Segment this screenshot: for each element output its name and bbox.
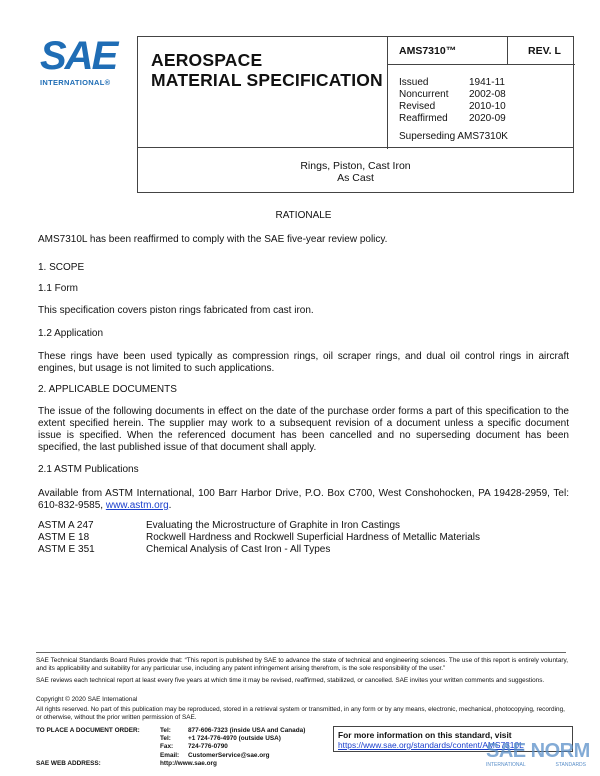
date-list [399, 77, 506, 125]
order-contacts: TO PLACE A DOCUMENT ORDER: Tel: 877-606-7323 (inside USA and Canada) Tel: +1 724-776-4970 (outside USA) Fax: 724-776-0790 Email: CustomerService@sae.org [36, 727, 306, 759]
section-1-1-heading: 1.1 Form [38, 283, 79, 294]
doc-number: AMS7310™ [388, 37, 508, 65]
email-link[interactable]: CustomerService@sae.org [188, 751, 270, 759]
revision: REV. L [508, 37, 575, 65]
logo-text: SAE [40, 34, 117, 78]
footer-copyright: Copyright © 2020 SAE International [36, 696, 138, 703]
footer-rights: All rights reserved. No part of this publication may be reproduced, stored in a retrieval system or transmitted, in any form or by any means, electronic, mechanical, photocopying, recording, or otherwise, without the prior written permission of SAE. [36, 706, 565, 721]
subject-line-1: Rings, Piston, Cast Iron [300, 160, 411, 172]
web-link[interactable]: http://www.sae.org [160, 760, 217, 767]
date-row: Noncurrent 2002-08 [399, 89, 506, 100]
watermark-stamp: SAE NORM INTERNATIONAL STANDARDS [486, 740, 590, 768]
section-1-heading: 1. SCOPE [38, 262, 85, 273]
footer-rules: SAE Technical Standards Board Rules provide that: “This report is published by SAE to advance the state of technical and engineering sciences. The use of this report is entirely voluntary, and its applicability and suitability for any particular use, including any patent infringement arising therefrom, is the sole responsibility of the user.” [36, 657, 568, 672]
title-line-2: MATERIAL SPECIFICATION [151, 70, 383, 90]
title-line-1: AEROSPACE [151, 50, 263, 70]
date-row: Issued 1941-11 [399, 77, 505, 88]
reference-row: ASTM E 18 Rockwell Hardness and Rockwell Superficial Hardness of Metallic Materials [38, 532, 481, 543]
section-2-1-heading: 2.1 ASTM Publications [38, 464, 139, 475]
section-2-1-text: Available from ASTM International, 100 Barr Harbor Drive, P.O. Box C700, West Conshohocken, PA 19428-2959, Tel: 610-832-9585, www.astm.org. [38, 488, 569, 511]
logo-subtext: INTERNATIONAL® [40, 78, 111, 87]
astm-link[interactable]: www.astm.org [105, 500, 169, 511]
footer-review: SAE reviews each technical report at least every five years at which time it may be revised, reaffirmed, stabilized, or cancelled. SAE invites your written comments and suggestions. [36, 677, 545, 684]
section-2-text: The issue of the following documents in effect on the date of the purchase order forms a part of this specification to the extent specified herein. The supplier may work to a subsequent revision of a document unless a specific document issue is specified. When the referenced document has been cancelled and no superseding document has been specified, the last published issue of that document shall apply. [38, 406, 569, 453]
reference-list [38, 520, 480, 556]
section-1-1-text: This specification covers piston rings fabricated from cast iron. [38, 305, 314, 316]
date-row: Revised 2010-10 [399, 101, 506, 112]
section-2-heading: 2. APPLICABLE DOCUMENTS [38, 384, 177, 395]
web-address: SAE WEB ADDRESS: http://www.sae.org [36, 760, 217, 767]
section-1-2-heading: 1.2 Application [38, 328, 104, 339]
footer-divider [36, 652, 566, 653]
sae-logo [40, 36, 124, 92]
rationale-heading: RATIONALE [275, 210, 332, 221]
reference-row: ASTM A 247 Evaluating the Microstructure of Graphite in Iron Castings [38, 520, 401, 531]
reference-row: ASTM E 351 Chemical Analysis of Cast Iron - All Types [38, 544, 331, 555]
rationale-text: AMS7310L has been reaffirmed to comply with the SAE five-year review policy. [38, 234, 388, 245]
doc-info [388, 37, 575, 149]
more-info-title: For more information on this standard, visit [338, 730, 512, 740]
superseding: Superseding AMS7310K [399, 131, 508, 142]
subject-line-2: As Cast [337, 172, 374, 184]
subject-box [137, 148, 574, 193]
header-box [137, 36, 574, 148]
spec-title [138, 37, 388, 149]
section-1-2-text: These rings have been used typically as compression rings, oil scraper rings, and dual oil control rings in aircraft engines, but usage is not limited to such applications. [38, 351, 569, 374]
more-info-link[interactable]: https://www.sae.org/standards/content/AMS7310L [338, 740, 524, 750]
date-row: Reaffirmed 2020-09 [399, 113, 506, 124]
